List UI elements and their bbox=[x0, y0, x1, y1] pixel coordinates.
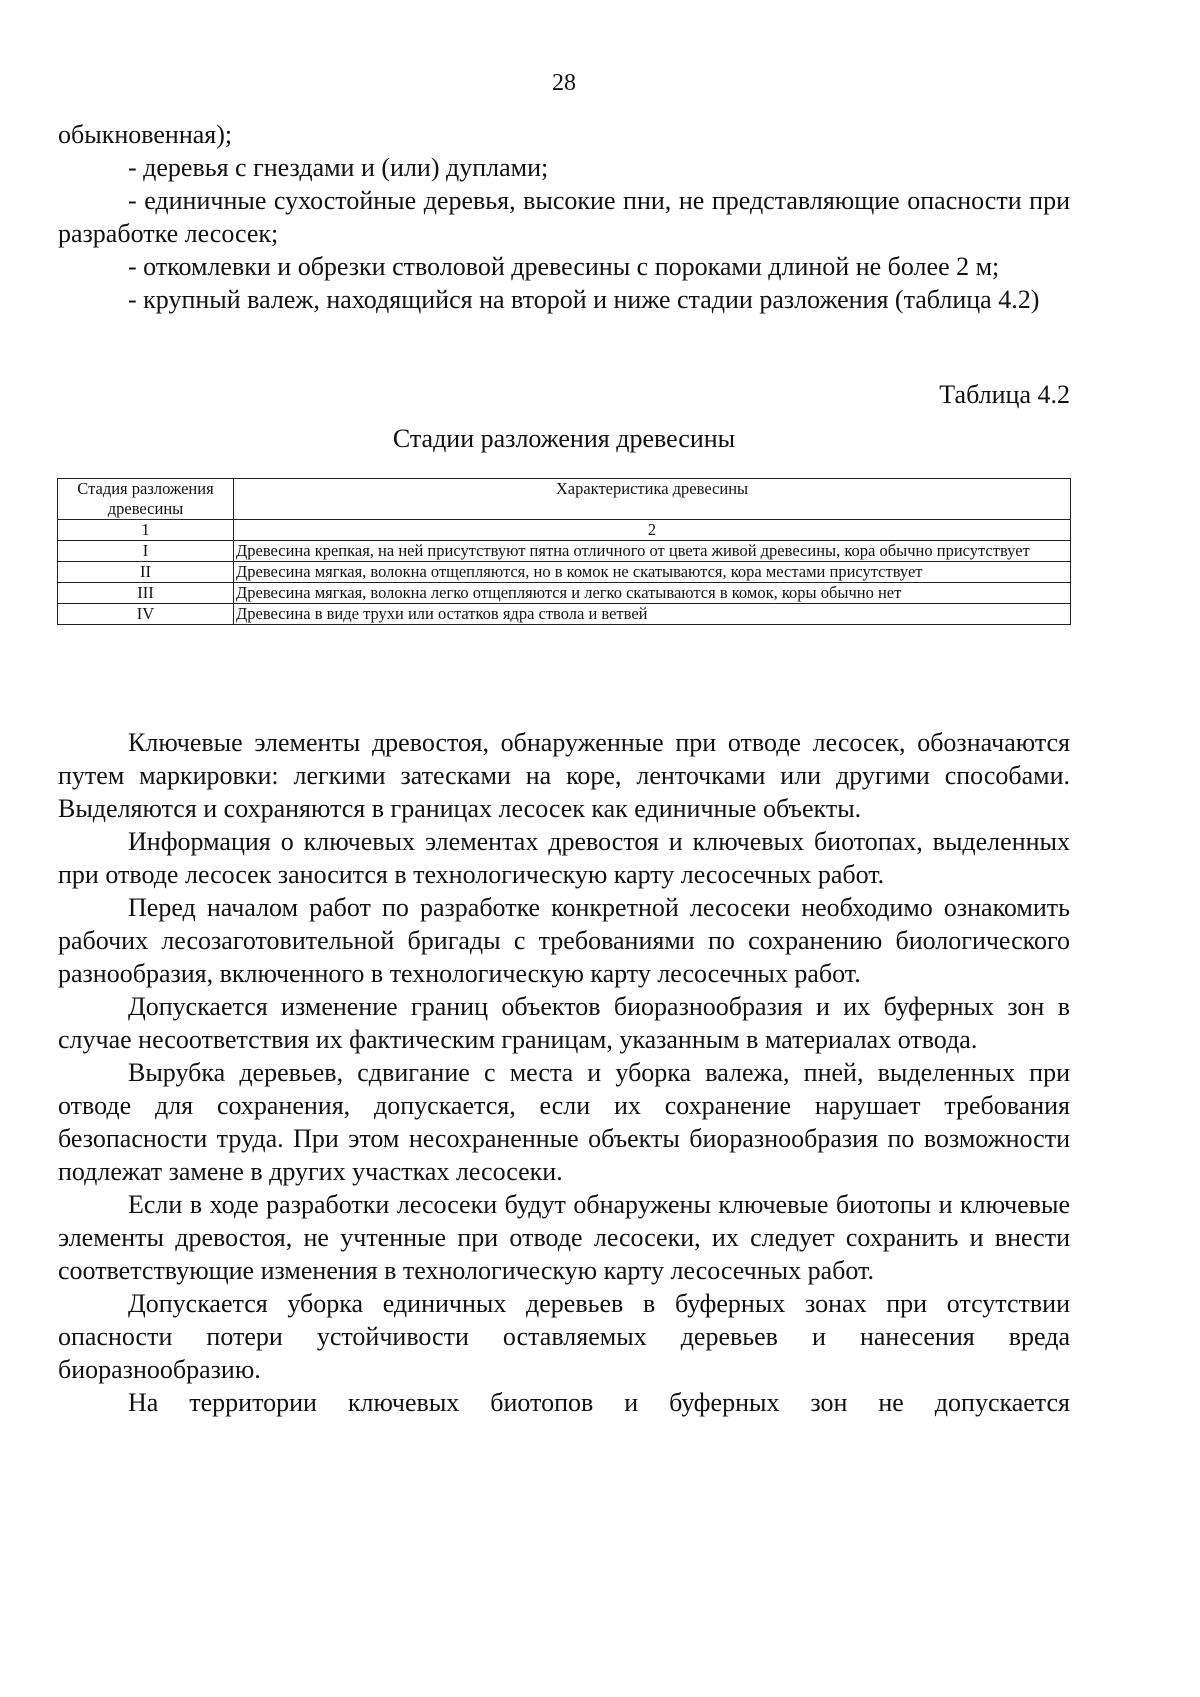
list-item-nests: - деревья с гнездами и (или) дуплами; bbox=[128, 153, 549, 182]
table-title: Стадии разложения древесины bbox=[392, 424, 736, 453]
description-cell: Древесина мягкая, волокна отщепляются, но в комок не скатываются, кора местами присутствует bbox=[234, 562, 1071, 583]
paragraph: Допускается изменение границ объектов биоразнообразия и их буферных зон в случае несоответствия их фактическим границам, указанным в материалах отвода. bbox=[58, 992, 1070, 1054]
paragraph: Перед началом работ по разработке конкретной лесосеки необходимо ознакомить рабочих лесозаготовительной бригады с требованиями по сохранению биологического разнообразия, включенного в технологическую карту лесосечных работ. bbox=[58, 893, 1070, 988]
table-header-row bbox=[58, 479, 1071, 520]
table-row bbox=[58, 583, 1071, 604]
paragraph: Допускается уборка единичных деревьев в буферных зонах при отсутствии опасности потери устойчивости оставляемых деревьев и нанесения вреда биоразнообразию. bbox=[58, 1289, 1070, 1384]
column-number-1: 1 bbox=[58, 520, 234, 541]
paragraph: Ключевые элементы древостоя, обнаруженные при отводе лесосек, обозначаются путем маркировки: легкими затесками на коре, ленточками или другими способами. Выделяются и сохраняются в границах лесосек как единичные объекты. bbox=[58, 728, 1070, 823]
paragraph-continues: На территории ключевых биотопов и буферных зон не допускается bbox=[128, 1388, 1070, 1417]
paragraph: Если в ходе разработки лесосеки будут обнаружены ключевые биотопы и ключевые элементы древостоя, не учтенные при отводе лесосеки, их следует сохранить и внести соответствующие изменения в технологическую карту лесосечных работ. bbox=[58, 1190, 1070, 1285]
paragraph: Информация о ключевых элементах древостоя и ключевых биотопах, выделенных при отводе лесосек заносится в технологическую карту лесосечных работ. bbox=[58, 827, 1070, 889]
paragraph: Вырубка деревьев, сдвигание с места и уборка валежа, пней, выделенных при отводе для сохранения, допускается, если их сохранение нарушает требования безопасности труда. При этом несохраненные объекты биоразнообразия по возможности подлежат замене в других участках лесосеки. bbox=[58, 1058, 1070, 1186]
stage-cell: I bbox=[58, 541, 234, 562]
body-text bbox=[58, 726, 1070, 1419]
page-number: 28 bbox=[552, 70, 576, 96]
description-cell: Древесина крепкая, на ней присутствуют пятна отличного от цвета живой древесины, кора обычно присутствует bbox=[234, 541, 1071, 562]
table-row bbox=[58, 541, 1071, 562]
table-label: Таблица 4.2 bbox=[939, 380, 1070, 409]
description-cell: Древесина мягкая, волокна легко отщепляются и легко скатываются в комок, коры обычно нет bbox=[234, 583, 1071, 604]
decomposition-stages-table bbox=[57, 478, 1071, 625]
header-stage: Стадия разложения древесины bbox=[58, 479, 234, 520]
column-number-2: 2 bbox=[234, 520, 1071, 541]
list-item-fallen-wood: - крупный валеж, находящийся на второй и ниже стадии разложения (таблица 4.2) bbox=[128, 285, 1040, 314]
description-cell: Древесина в виде трухи или остатков ядра ствола и ветвей bbox=[234, 604, 1071, 625]
header-characteristic: Характеристика древесины bbox=[234, 479, 1071, 520]
stage-cell: III bbox=[58, 583, 234, 604]
stage-cell: IV bbox=[58, 604, 234, 625]
list-item-continuation: обыкновенная); bbox=[58, 120, 233, 149]
list-item-butt-cuts: - откомлевки и обрезки стволовой древесины с пороками длиной не более 2 м; bbox=[128, 252, 1000, 281]
list-continuation bbox=[58, 118, 1070, 316]
column-number-row bbox=[58, 520, 1071, 541]
stage-cell: II bbox=[58, 562, 234, 583]
list-item-dead-trees: - единичные сухостойные деревья, высокие пни, не представляющие опасности при разработке лесосек; bbox=[58, 186, 1070, 248]
table-row bbox=[58, 604, 1071, 625]
table-row bbox=[58, 562, 1071, 583]
